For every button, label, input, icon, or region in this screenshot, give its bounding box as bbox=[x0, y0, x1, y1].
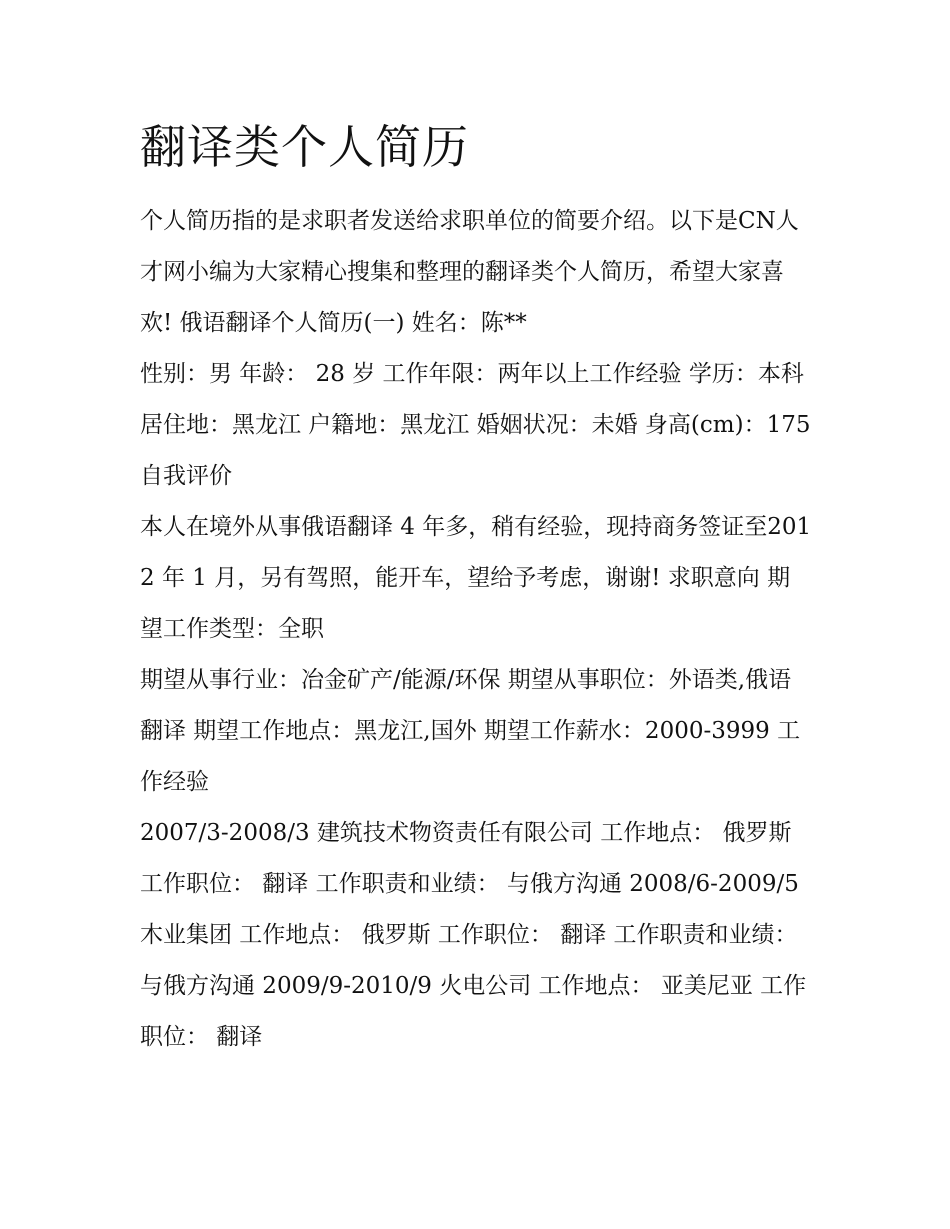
document-body bbox=[140, 112, 812, 1063]
document-title: 翻译类个人简历 bbox=[140, 120, 469, 174]
intro-paragraph: 个人简历指的是求职者发送给求职单位的简要介绍。以下是CN人才网小编为大家精心搜集和整理的翻译类个人简历，希望大家喜欢! 俄语翻译个人简历(一) 姓名：陈** bbox=[140, 208, 799, 336]
self-evaluation-paragraph: 本人在境外从事俄语翻译 4 年多，稍有经验，现持商务签证至2012 年 1 月，另有驾照，能开车，望给予考虑，谢谢! 求职意向 期望工作类型：全职 bbox=[140, 514, 812, 642]
work-experience-paragraph-1: 2007/3-2008/3 建筑技术物资责任有限公司 工作地点： 俄罗斯 工作职位： 翻译 工作职责和业绩： 与俄方沟通 2008/6-2009/5 bbox=[140, 820, 799, 897]
work-experience-paragraph-2: 木业集团 工作地点： 俄罗斯 工作职位： 翻译 工作职责和业绩： 与俄方沟通 2009/9-2010/9 火电公司 工作地点： 亚美尼亚 工作职位： 翻译 bbox=[140, 922, 807, 1050]
personal-info-paragraph: 性别：男 年龄： 28 岁 工作年限：两年以上工作经验 学历：本科 居住地：黑龙江 户籍地：黑龙江 婚姻状况：未婚 身高(cm)：175 自我评价 bbox=[140, 361, 811, 489]
job-intention-paragraph: 期望从事行业：冶金矿产/能源/环保 期望从事职位：外语类,俄语 翻译 期望工作地点：黑龙江,国外 期望工作薪水：2000-3999 工作经验 bbox=[140, 667, 801, 795]
